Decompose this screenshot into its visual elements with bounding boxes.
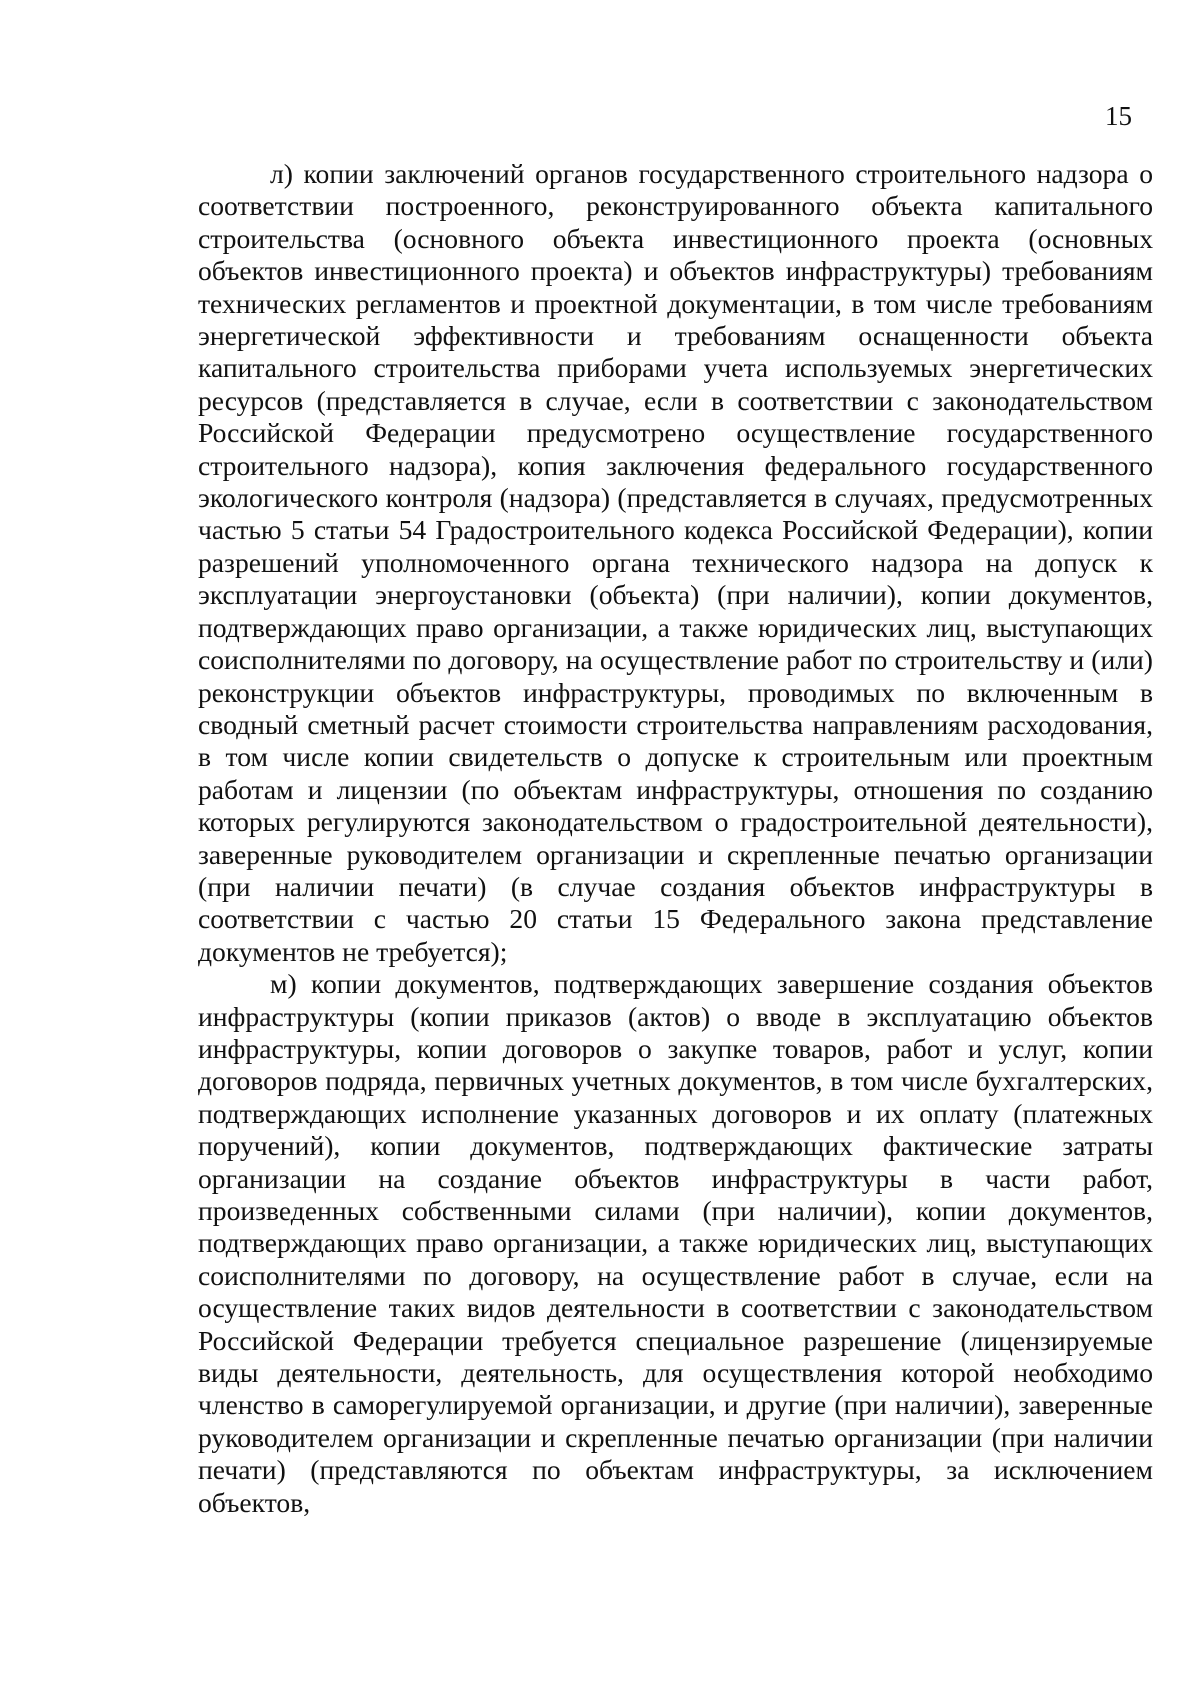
document-body (198, 158, 1153, 1519)
paragraph-m: м) копии документов, подтверждающих завершение создания объектов инфраструктуры (копии приказов (актов) о вводе в эксплуатацию объектов инфраструктуры, копии договоров о закупке товаров, работ и услуг, копии договоров подряда, первичных учетных документов, в том числе бухгалтерских, подтверждающих исполнение указанных договоров и их оплату (платежных поручений), копии документов, подтверждающих фактические затраты организации на создание объектов инфраструктуры в части работ, произведенных собственными силами (при наличии), копии документов, подтверждающих право организации, а также юридических лиц, выступающих соисполнителями по договору, на осуществление работ в случае, если на осуществление таких видов деятельности в соответствии с законодательством Российской Федерации требуется специальное разрешение (лицензируемые виды деятельности, деятельность, для осуществления которой необходимо членство в саморегулируемой организации, и другие (при наличии), заверенные руководителем организации и скрепленные печатью организации (при наличии печати) (представляются по объектам инфраструктуры, за исключением объектов, (198, 968, 1153, 1518)
paragraph-l: л) копии заключений органов государственного строительного надзора о соответствии построенного, реконструированного объекта капитального строительства (основного объекта инвестиционного проекта (основных объектов инвестиционного проекта) и объектов инфраструктуры) требованиям технических регламентов и проектной документации, в том числе требованиям энергетической эффективности и требованиям оснащенности объекта капитального строительства приборами учета используемых энергетических ресурсов (представляется в случае, если в соответствии с законодательством Российской Федерации предусмотрено осуществление государственного строительного надзора), копия заключения федерального государственного экологического контроля (надзора) (представляется в случаях, предусмотренных частью 5 статьи 54 Градостроительного кодекса Российской Федерации), копии разрешений уполномоченного органа технического надзора на допуск к эксплуатации энергоустановки (объекта) (при наличии), копии документов, подтверждающих право организации, а также юридических лиц, выступающих соисполнителями по договору, на осуществление работ по строительству и (или) реконструкции объектов инфраструктуры, проводимых по включенным в сводный сметный расчет стоимости строительства направлениям расходования, в том числе копии свидетельств о допуске к строительным или проектным работам и лицензии (по объектам инфраструктуры, отношения по созданию которых регулируются законодательством о градостроительной деятельности), заверенные руководителем организации и скрепленные печатью организации (при наличии печати) (в случае создания объектов инфраструктуры в соответствии с частью 20 статьи 15 Федерального закона представление документов не требуется); (198, 158, 1153, 967)
page-number: 15 (1105, 101, 1132, 131)
